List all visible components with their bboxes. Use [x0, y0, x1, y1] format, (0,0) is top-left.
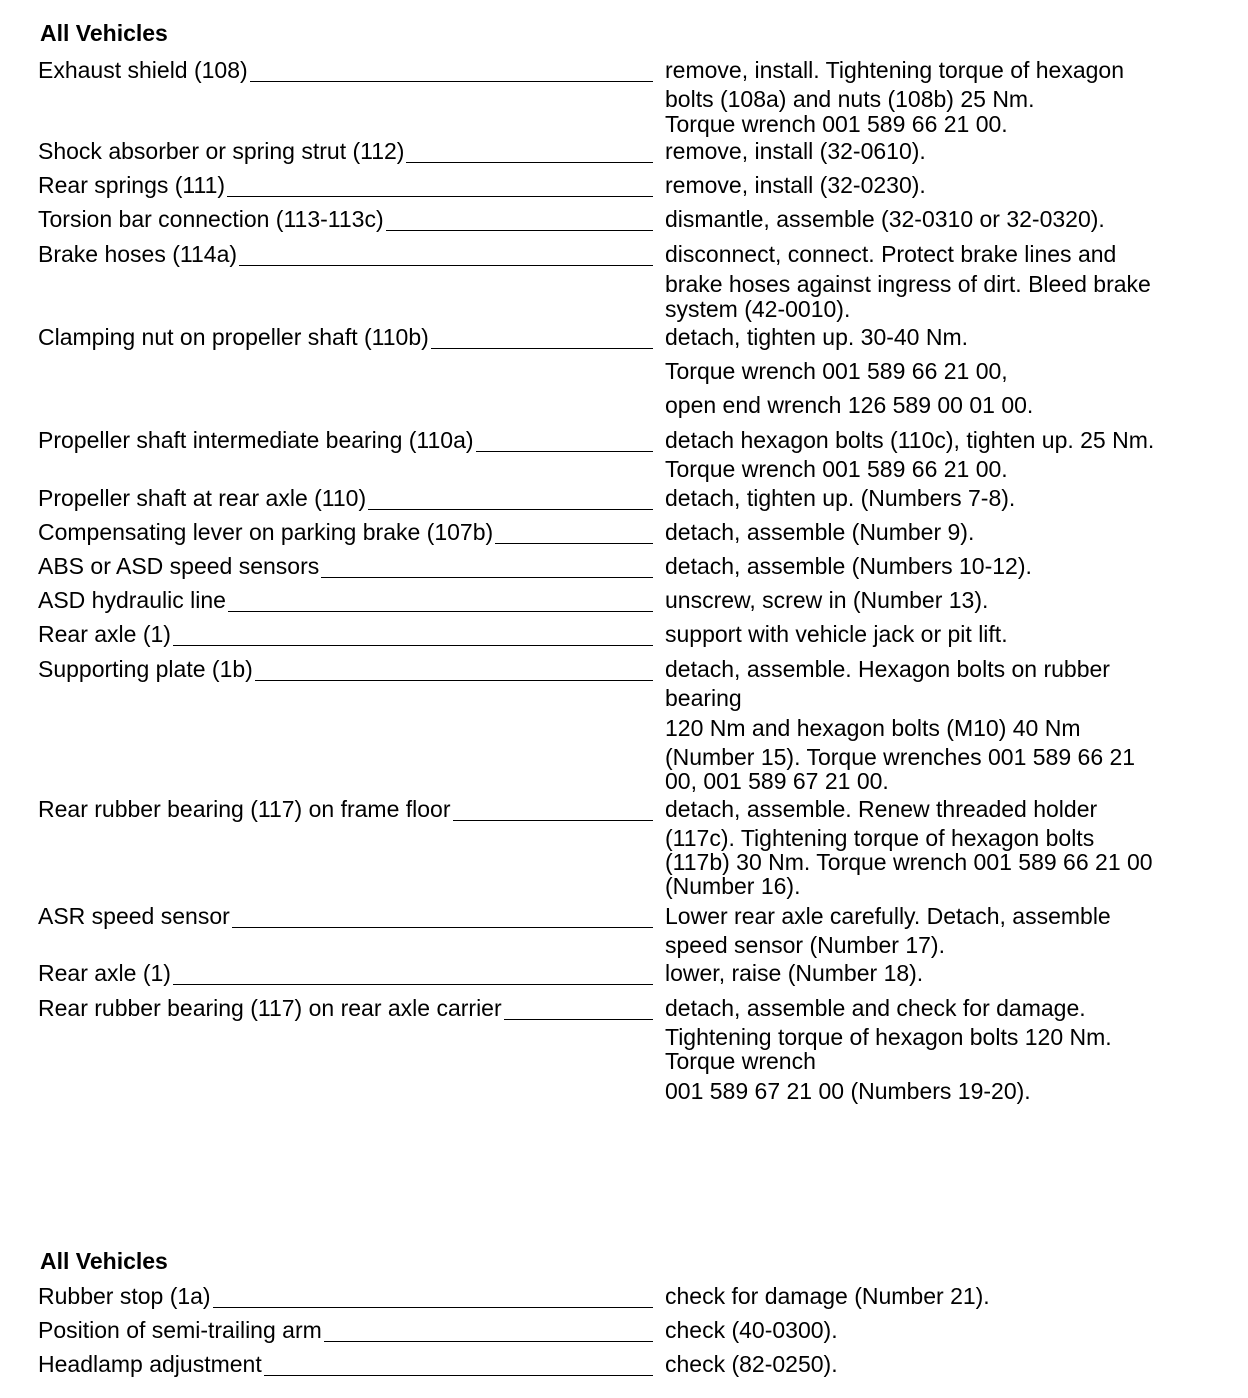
component-cell — [38, 172, 653, 199]
leader-line — [406, 138, 653, 163]
component-label: ASR speed sensor — [38, 903, 230, 929]
leader-line — [431, 324, 653, 349]
component-cell — [38, 206, 653, 233]
instruction-line: bearing — [665, 685, 742, 711]
instruction-line: 001 589 67 21 00 (Numbers 19-20). — [665, 1078, 1031, 1104]
component-cell — [38, 796, 653, 823]
component-cell — [38, 241, 653, 268]
leader-line — [173, 960, 653, 985]
instruction-line: unscrew, screw in (Number 13). — [665, 587, 989, 613]
instruction-line: system (42-0010). — [665, 296, 851, 322]
component-label: Shock absorber or spring strut (112) — [38, 138, 405, 164]
instruction-line: detach hexagon bolts (110c), tighten up. 25 Nm. — [665, 427, 1155, 453]
instruction-line: detach, tighten up. (Numbers 7-8). — [665, 485, 1016, 511]
instruction-line: open end wrench 126 589 00 01 00. — [665, 392, 1034, 418]
instruction-line: disconnect, connect. Protect brake lines and — [665, 241, 1117, 267]
leader-line — [255, 656, 653, 681]
leader-line — [264, 1351, 653, 1376]
leader-line — [386, 206, 653, 231]
component-cell — [38, 1317, 653, 1344]
component-cell — [38, 1283, 653, 1310]
instruction-line: (Number 15). Torque wrenches 001 589 66 21 — [665, 744, 1136, 770]
instruction-line: check for damage (Number 21). — [665, 1283, 990, 1309]
component-label: Compensating lever on parking brake (107b) — [38, 519, 494, 545]
component-cell — [38, 138, 653, 165]
component-label: Exhaust shield (108) — [38, 57, 248, 83]
instruction-line: detach, assemble (Number 9). — [665, 519, 975, 545]
instruction-line: Lower rear axle carefully. Detach, assemble — [665, 903, 1111, 929]
component-label: Supporting plate (1b) — [38, 656, 253, 682]
component-cell — [38, 485, 653, 512]
instruction-line: brake hoses against ingress of dirt. Bleed brake — [665, 271, 1151, 297]
instruction-line: detach, assemble. Renew threaded holder — [665, 796, 1098, 822]
leader-line — [232, 903, 653, 928]
component-label: Rubber stop (1a) — [38, 1283, 211, 1309]
component-label: Rear axle (1) — [38, 960, 171, 986]
instruction-line: remove, install (32-0610). — [665, 138, 926, 164]
instruction-line: Tightening torque of hexagon bolts 120 Nm. — [665, 1024, 1112, 1050]
instruction-line: check (82-0250). — [665, 1351, 838, 1377]
component-label: ASD hydraulic line — [38, 587, 226, 613]
instruction-line: Torque wrench 001 589 66 21 00, — [665, 358, 1008, 384]
leader-line — [504, 995, 653, 1020]
component-cell — [38, 519, 653, 546]
instruction-line: remove, install (32-0230). — [665, 172, 926, 198]
component-cell — [38, 1351, 653, 1378]
component-label: Rear axle (1) — [38, 621, 171, 647]
component-cell — [38, 621, 653, 648]
component-label: Brake hoses (114a) — [38, 241, 238, 267]
instruction-line: detach, assemble and check for damage. — [665, 995, 1086, 1021]
leader-line — [227, 172, 653, 197]
component-label: Propeller shaft intermediate bearing (110a) — [38, 427, 474, 453]
component-label: Headlamp adjustment — [38, 1351, 262, 1377]
instruction-line: lower, raise (Number 18). — [665, 960, 924, 986]
section-heading: All Vehicles — [40, 1248, 168, 1274]
component-label: Torsion bar connection (113-113c) — [38, 206, 384, 232]
instruction-line: detach, assemble. Hexagon bolts on rubber — [665, 656, 1110, 682]
component-cell — [38, 995, 653, 1022]
leader-line — [213, 1283, 653, 1308]
component-label: Position of semi-trailing arm — [38, 1317, 322, 1343]
component-cell — [38, 324, 653, 351]
instruction-line: 00, 001 589 67 21 00. — [665, 768, 889, 794]
component-cell — [38, 656, 653, 683]
leader-line — [324, 1317, 653, 1342]
leader-line — [239, 241, 653, 266]
component-cell — [38, 903, 653, 930]
leader-line — [495, 519, 653, 544]
instruction-line: check (40-0300). — [665, 1317, 838, 1343]
instruction-line: (Number 16). — [665, 873, 801, 899]
section-heading: All Vehicles — [40, 20, 168, 46]
instruction-line: support with vehicle jack or pit lift. — [665, 621, 1008, 647]
component-label: Propeller shaft at rear axle (110) — [38, 485, 367, 511]
leader-line — [476, 427, 653, 452]
component-label: Rear rubber bearing (117) on rear axle carrier — [38, 995, 502, 1021]
leader-line — [368, 485, 653, 510]
instruction-line: Torque wrench 001 589 66 21 00. — [665, 456, 1008, 482]
leader-line — [173, 621, 653, 646]
instruction-line: 120 Nm and hexagon bolts (M10) 40 Nm — [665, 715, 1081, 741]
component-label: Rear rubber bearing (117) on frame floor — [38, 796, 451, 822]
leader-line — [228, 587, 653, 612]
component-label: Rear springs (111) — [38, 172, 226, 198]
leader-line — [250, 57, 653, 82]
component-cell — [38, 587, 653, 614]
component-cell — [38, 960, 653, 987]
instruction-line: (117b) 30 Nm. Torque wrench 001 589 66 21 00 — [665, 849, 1153, 875]
component-cell — [38, 427, 653, 454]
instruction-line: detach, assemble (Numbers 10-12). — [665, 553, 1032, 579]
instruction-line: detach, tighten up. 30-40 Nm. — [665, 324, 969, 350]
leader-line — [453, 796, 653, 821]
component-label: Clamping nut on propeller shaft (110b) — [38, 324, 429, 350]
component-cell — [38, 57, 653, 84]
instruction-line: (117c). Tightening torque of hexagon bolts — [665, 825, 1095, 851]
instruction-line: bolts (108a) and nuts (108b) 25 Nm. — [665, 86, 1035, 112]
instruction-line: speed sensor (Number 17). — [665, 932, 945, 958]
leader-line — [321, 553, 653, 578]
component-cell — [38, 553, 653, 580]
instruction-line: remove, install. Tightening torque of hexagon — [665, 57, 1125, 83]
component-label: ABS or ASD speed sensors — [38, 553, 320, 579]
instruction-line: Torque wrench — [665, 1048, 816, 1074]
instruction-line: dismantle, assemble (32-0310 or 32-0320). — [665, 206, 1105, 232]
instruction-line: Torque wrench 001 589 66 21 00. — [665, 111, 1008, 137]
